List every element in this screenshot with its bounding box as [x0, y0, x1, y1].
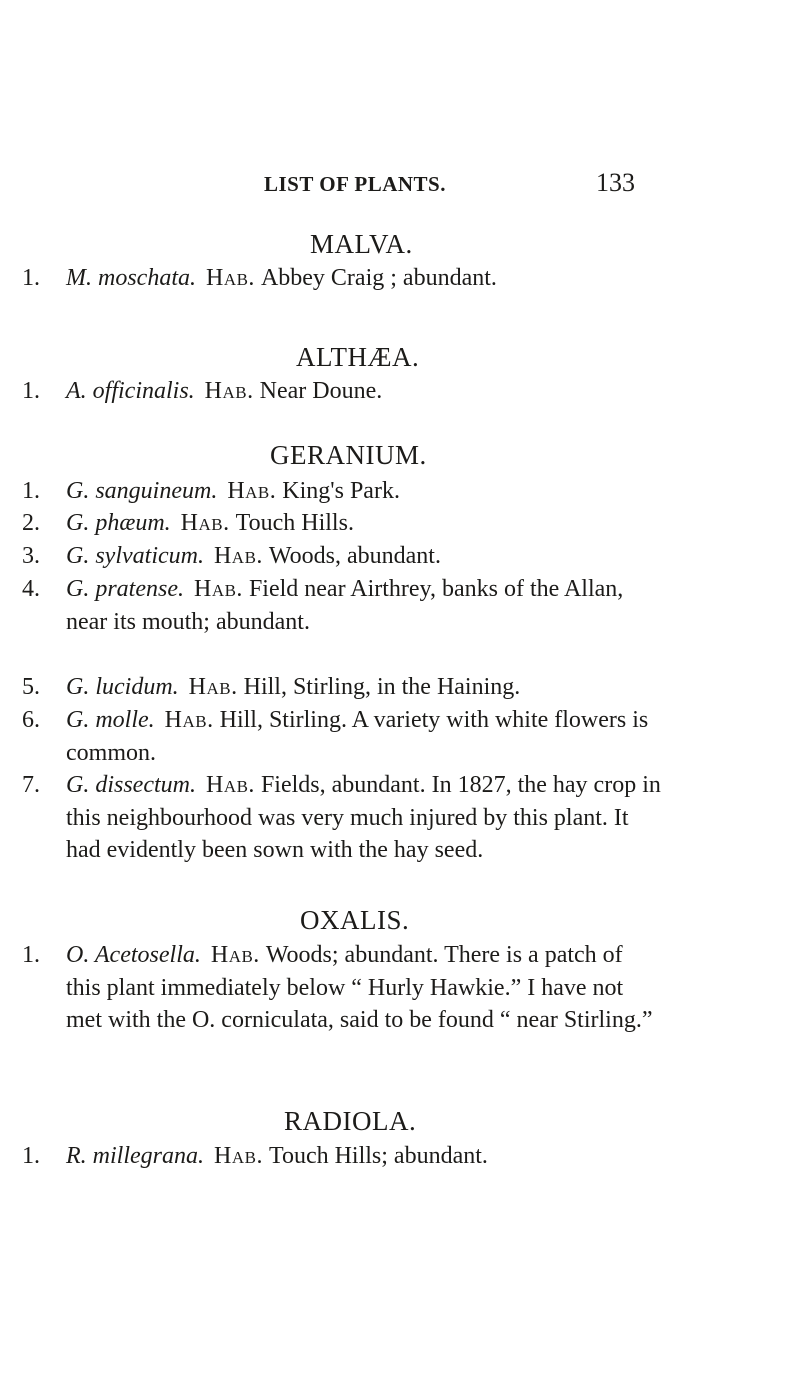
- habitat-text: Near Doune.: [259, 378, 383, 404]
- genus-heading-radiola: RADIOLA.: [284, 1106, 417, 1136]
- genus-heading-althaea: ALTHÆA.: [296, 342, 420, 372]
- hab-label: Hab.: [210, 942, 260, 968]
- hab-label: Hab.: [205, 265, 255, 291]
- hab-label: Hab.: [188, 674, 238, 700]
- species-entry: [22, 507, 662, 540]
- habitat-text: Hill, Stirling. A variety with white flowers is common.: [66, 707, 649, 766]
- hab-label: Hab.: [180, 510, 230, 536]
- entry-number: 1.: [22, 265, 40, 291]
- species-entry: [22, 573, 662, 638]
- hab-label: Hab.: [164, 707, 214, 733]
- species-name: R. millegrana.: [66, 1143, 204, 1169]
- species-entry: [22, 1140, 662, 1173]
- entry-number: 1.: [22, 942, 40, 968]
- species-name: M. moschata.: [66, 265, 196, 291]
- species-name: A. officinalis.: [66, 378, 195, 404]
- species-entry: [22, 375, 662, 408]
- species-name: G. phæum.: [66, 510, 171, 536]
- entry-number: 3.: [22, 543, 40, 569]
- genus-heading-oxalis: OXALIS.: [300, 905, 410, 935]
- hab-label: Hab.: [227, 478, 277, 504]
- species-name: G. molle.: [66, 707, 155, 733]
- species-entry: [22, 769, 662, 867]
- genus-heading-malva: MALVA.: [310, 229, 413, 259]
- species-entry: [22, 704, 662, 769]
- hab-label: Hab.: [214, 1143, 263, 1169]
- habitat-text: Woods, abundant.: [268, 543, 441, 569]
- habitat-text: Hill, Stirling, in the Haining.: [243, 674, 521, 700]
- species-entry: [22, 475, 662, 508]
- habitat-text: Woods; abundant. There is a patch of this plant immediately below “ Hurly Hawkie.” I have not met with the O. corniculata, said to be found “ near Stirling.”: [66, 942, 653, 1033]
- running-head: LIST OF PLANTS.: [264, 172, 446, 196]
- entry-number: 6.: [22, 707, 40, 733]
- genus-heading-geranium: GERANIUM.: [270, 440, 427, 470]
- entry-number: 2.: [22, 510, 40, 536]
- species-name: G. dissectum.: [66, 772, 196, 798]
- habitat-text: Field near Airthrey, banks of the Allan, near its mouth; abundant.: [66, 576, 624, 635]
- entry-number: 1.: [22, 478, 40, 504]
- species-name: G. sylvaticum.: [66, 543, 204, 569]
- habitat-text: King's Park.: [282, 478, 400, 504]
- page-number: 133: [596, 168, 635, 197]
- hab-label: Hab.: [193, 576, 243, 602]
- habitat-text: Touch Hills; abundant.: [268, 1143, 488, 1169]
- entry-number: 1.: [22, 378, 40, 404]
- habitat-text: Fields, abundant. In 1827, the hay crop in this neighbourhood was very much injured by this plant. It had evidently been sown with the hay seed.: [66, 772, 661, 863]
- species-entry: [22, 939, 662, 1037]
- entry-number: 1.: [22, 1143, 40, 1169]
- entry-number: 4.: [22, 576, 40, 602]
- species-name: G. lucidum.: [66, 674, 179, 700]
- species-name: G. sanguineum.: [66, 478, 218, 504]
- habitat-text: Touch Hills.: [235, 510, 354, 536]
- hab-label: Hab.: [213, 543, 263, 569]
- species-name: G. pratense.: [66, 576, 184, 602]
- species-entry: [22, 262, 662, 295]
- hab-label: Hab.: [205, 772, 255, 798]
- species-entry: [22, 671, 662, 704]
- entry-number: 7.: [22, 772, 40, 798]
- entry-number: 5.: [22, 674, 40, 700]
- species-name: O. Acetosella.: [66, 942, 201, 968]
- hab-label: Hab.: [204, 378, 254, 404]
- habitat-text: Abbey Craig ; abundant.: [260, 265, 497, 291]
- species-entry: [22, 540, 662, 573]
